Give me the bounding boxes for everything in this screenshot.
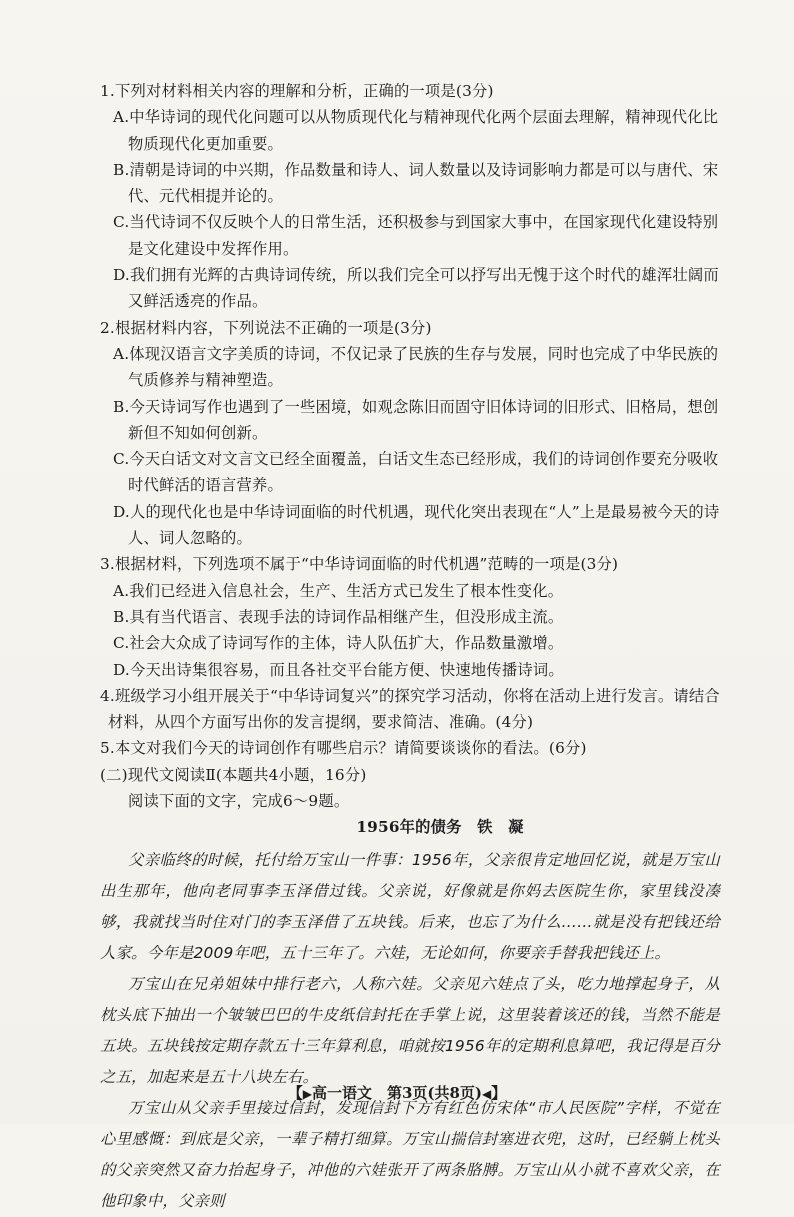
option-c: C.社会大众成了诗词写作的主体，诗人队伍扩大，作品数量激增。 (113, 634, 564, 653)
question-stem: 1.下列对材料相关内容的理解和分析，正确的一项是(3分) (100, 82, 494, 100)
story-paragraph: 万宝山从父亲手里接过信封，发现信封下方有红色仿宋体“市人民医院”字样，不觉在心里感慨：到底是父亲，一辈子精打细算。万宝山揣信封塞进衣兜，这时，已经躺上枕头的父亲突然又奋力抬起身子，冲他的六娃张开了两条胳膊。万宝山从小就不喜欢父亲，在他印象中，父亲则 (100, 1098, 720, 1210)
option-d: D.人的现代化也是中华诗词面临的时代机遇，现代化突出表现在“人”上是最易被今天的诗人、词人忽略的。 (113, 502, 720, 548)
question-3 (100, 551, 720, 682)
option-a: A.体现汉语言文字美质的诗词，不仅记录了民族的生存与发展，同时也完成了中华民族的气质修养与精神塑造。 (113, 344, 719, 390)
question-1 (100, 78, 720, 315)
footer-page-info: 高一语文 第3页(共8页) (311, 1084, 483, 1102)
reading-instruction: 阅读下面的文字，完成6～9题。 (128, 792, 350, 811)
option-a: A.我们已经进入信息社会，生产、生活方式已发生了根本性变化。 (113, 581, 564, 600)
story-body (100, 845, 720, 1217)
story-paragraph: 父亲临终的时候，托付给万宝山一件事：1956年，父亲很肯定地回忆说，就是万宝山出生那年，他向老同事李玉泽借过钱。父亲说，好像就是你妈去医院生你，家里钱没凑够，我就找当时住对门的李玉泽借了五块钱。后来，也忘了为什么……就是没有把钱还给人家。今年是2009年吧，五十三年了。六娃，无论如何，你要亲手替我把钱还上。 (100, 850, 720, 962)
option-b: B.清朝是诗词的中兴期，作品数量和诗人、词人数量以及诗词影响力都是可以与唐代、宋代、元代相提并论的。 (113, 160, 719, 206)
page-content (100, 78, 720, 1217)
option-b: B.具有当代语言、表现手法的诗词作品相继产生，但没形成主流。 (113, 607, 564, 626)
story-paragraph: 万宝山在兄弟姐妹中排行老六，人称六娃。父亲见六娃点了头，吃力地撑起身子，从枕头底下抽出一个皱皱巴巴的牛皮纸信封托在手掌上说，这里装着该还的钱，当然不能是五块。五块钱按定期存款五十三年算利息，咱就按1956年的定期利息算吧，我记得是百分之五，加起来是五十八块左右。 (100, 974, 720, 1086)
page-footer: 【▶高一语文 第3页(共8页)◀】 (287, 1084, 507, 1102)
question-4: 4.班级学习小组开展关于“中华诗词复兴”的探究学习活动，你将在活动上进行发言。请结合材料，从四个方面写出你的发言提纲，要求简洁、准确。(4分) (100, 686, 720, 732)
question-2 (100, 315, 720, 552)
story-title: 1956年的债务 铁 凝 (356, 818, 524, 837)
option-d: D.今天出诗集很容易，而且各社交平台能方便、快速地传播诗词。 (113, 660, 564, 679)
question-5: 5.本文对我们今天的诗词创作有哪些启示？请简要谈谈你的看法。(6分) (100, 739, 587, 758)
question-stem: 3.根据材料，下列选项不属于“中华诗词面临的时代机遇”范畴的一项是(3分) (100, 555, 619, 574)
option-d: D.我们拥有光辉的古典诗词传统，所以我们完全可以抒写出无愧于这个时代的雄浑壮阔而又鲜活透亮的作品。 (113, 266, 719, 311)
option-a: A.中华诗词的现代化问题可以从物质现代化与精神现代化两个层面去理解，精神现代化比物质现代化更加重要。 (113, 108, 719, 153)
option-c: C.当代诗词不仅反映个人的日常生活，还积极参与到国家大事中，在国家现代化建设特别是文化建设中发挥作用。 (113, 213, 719, 258)
question-stem: 2.根据材料内容，下列说法不正确的一项是(3分) (100, 318, 432, 337)
play-right-icon: ▶ (302, 1087, 312, 1101)
option-c: C.今天白话文对文言文已经全面覆盖，白话文生态已经形成，我们的诗词创作要充分吸收时代鲜活的语言营养。 (113, 450, 719, 495)
option-b: B.今天诗词写作也遇到了一些困境，如观念陈旧而固守旧体诗词的旧形式、旧格局，想创新但不知如何创新。 (113, 397, 719, 442)
section-header: (二)现代文阅读Ⅱ(本题共4小题，16分) (100, 765, 367, 784)
play-left-icon: ◀ (482, 1087, 492, 1101)
